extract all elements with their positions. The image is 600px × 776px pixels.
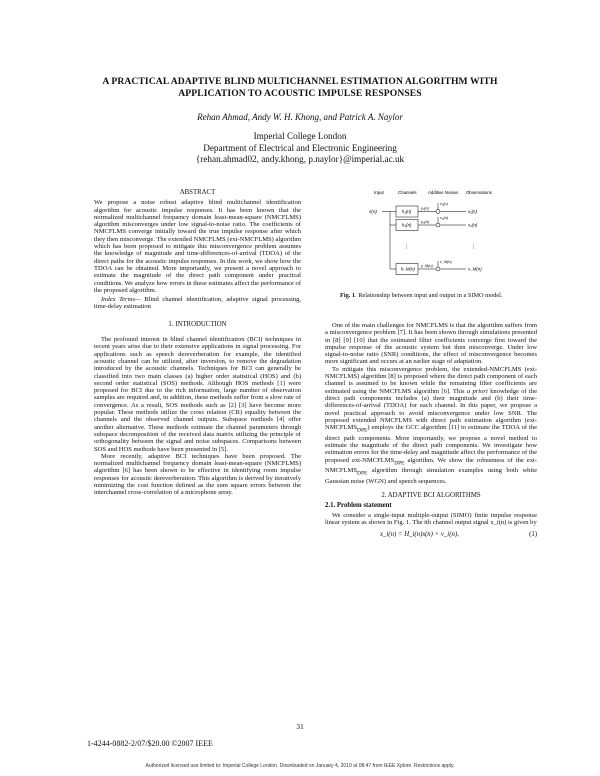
authors: Rehan Ahmad, Andy W. H. Khong, and Patrick A. Naylor: [197, 112, 403, 122]
equation-1: [325, 531, 537, 543]
dpe-subscript-3: DPE: [357, 470, 368, 477]
simo-figure: [368, 187, 498, 287]
intro-paragraph-2: More recently, adaptive BCI techniques have been proposed. The normalized multichannel frequency domain least-mean-square (NMCFLMS) algorithm [6] has been shown to be effective in identifying room impulse responses for acoustic dereverberation. This algorithm is derived by iteratively minimizing the cost function defined as the sum square errors between the interchannel cross-correlation of a microphone array.: [94, 452, 301, 497]
fig-vertical-ellipsis-right: ⋮: [471, 244, 476, 250]
right-p2-part-e: algorithm through simulation examples using both white Gaussian noise (WGN) and speech sequences.: [325, 467, 537, 485]
license-notice: Authorized licensed use limited to: Imperial College London. Downloaded on January 4, 2010 at 08:47 from IEEE Xplore. Restrictions apply.: [145, 763, 455, 769]
equation-1-body: x_i(n) = H_i(n)s(n) + v_i(n),: [380, 531, 459, 539]
page-number: 31: [296, 722, 304, 731]
right-column: [325, 322, 537, 543]
figure-caption-text: . Relationship between input and output in a SIMO model.: [355, 292, 503, 299]
fig-x2-label: x₂(n): [468, 222, 478, 228]
section21-heading: 2.1. Problem statement: [325, 502, 392, 510]
fig-x1-label: x₁(n): [468, 209, 477, 214]
fig-v1-label: v₁(n): [440, 202, 448, 206]
right-p2-part-b: knowledge of the direct path components includes (a) their magnitude and (b) their time-differences-of-arrival (TDOA) for each channel. In this paper, we propose a novel practical approach to avoid misconvergence under low SNR. The proposed extended NMCFLMS with direct path estimation algorithm (ext-NMCFLMS: [325, 387, 538, 432]
fig-vertical-ellipsis-left: ⋮: [404, 244, 409, 250]
fig-col-noises: Additive Noises: [428, 190, 459, 195]
paper-title: [60, 76, 540, 100]
equation-1-number: (1): [529, 531, 537, 539]
copyright-line: 1-4244-0882-2/07/$20.00 ©2007 IEEE: [87, 739, 213, 748]
section2-heading: 2. ADAPTIVE BCI ALGORITHMS: [381, 492, 481, 500]
fig-ym-label: y_M(n): [421, 264, 433, 268]
dpe-subscript-2: DPE: [394, 459, 405, 466]
index-terms: [94, 296, 301, 311]
fig-xm-label: x_M(n): [468, 266, 482, 272]
intro-heading: 1. INTRODUCTION: [168, 320, 227, 328]
right-paragraph-1: One of the main challenges for NMCFLMS is that the algorithm suffers from a misconvergence problem [7]. It has been shown through simulations presented in [8] [9] [10] that the estimated filter coefficients converge first toward the impulse response of the acoustic system but then misconverge. Under low signal-to-noise ratio (SNR) conditions, the effect of misconvergence becomes more significant and occurs at an earlier stage of adaptation.: [325, 322, 537, 366]
fig-sum-m: [436, 267, 440, 271]
fig-hm-label: h_M(n): [401, 266, 415, 272]
affiliation-department: Department of Electrical and Electronic Engineering: [203, 142, 397, 153]
right-p2-part-d: algorithm. We show the robustness of the ext-NMCFLMS: [325, 456, 537, 475]
left-column: [94, 189, 301, 497]
fig-v2-label: v₂(n): [440, 216, 448, 220]
section21-text: We consider a single-input multiple-output (SIMO) finite impulse response linear system as shown in Fig. 1. The ith channel output signal x_i(n) is given by: [325, 511, 537, 527]
fig-sum-1: [436, 210, 440, 214]
right-paragraph-2: [325, 366, 537, 485]
right-p2-emphasis: a priori: [466, 387, 488, 395]
fig-h1-label: h₁(n): [402, 209, 412, 214]
index-terms-text: Blind channel identification, adaptive signal processing, time-delay estimation: [94, 296, 301, 311]
fig-sum-2: [436, 223, 440, 227]
abstract-heading: ABSTRACT: [179, 189, 216, 196]
fig-h2-label: h₂(n): [402, 222, 412, 228]
fig-col-observations: Observations: [466, 190, 492, 195]
figure-caption: [340, 292, 540, 299]
title-line-1: A PRACTICAL ADAPTIVE BLIND MULTICHANNEL ESTIMATION ALGORITHM WITH: [102, 76, 498, 87]
figure-caption-label: Fig. 1: [340, 292, 356, 299]
right-p2-part-a: To mitigate this misconvergence problem, the extended-NMCFLMS (ext-NMCFLMS) algorithm [8] is proposed where the direct path component of each channel is assumed to be known while the remaining filter coefficients are estimated using the NMCFLMS algorithm [6]. This: [325, 365, 537, 395]
fig-col-channels: Channels: [398, 190, 417, 195]
right-p2-part-c: ) employs the GCC algorithm [11] to estimate the TDOA of the direct path components. More importantly, we propose a novel method to estimate the magnitude of the direct path components. We investigate how estimation errors for the time-delay and magnitude affect the performance of the proposed ext-NMCFLMS: [325, 424, 537, 464]
affiliation-emails: {rehan.ahmad02, andy.khong, p.naylor}@imperial.ac.uk: [195, 154, 405, 164]
abstract-text: We propose a noise robust adaptive blind multichannel identification algorithm for acoustic impulse responses. It has been known that the normalized multichannel frequency domain least-mean-square (NMCFLMS) algorithm misconverges under low signal-to-noise ratio. The coefficients of NMCFLMS converge initially toward the true impulse response after which they then misconverge. The extended NMCFLMS (ext-NMCFLMS) algorithm which has been proposed to mitigate this misconvergence problem assumes the knowledge of magnitude and time-differences-of-arrival (TDOA) of the direct paths for the acoustic impulse responses. In this work, we show how the TDOA can be obtained. More importantly, we present a novel approach to estimate the magnitude of the direct path component under practical conditions. We analyze how errors in these estimates affect the performance of the proposed algorithm.: [94, 199, 301, 294]
fig-source-label: s(n): [369, 209, 377, 214]
dpe-subscript-1: DPE: [357, 427, 368, 434]
fig-y2-label: y₂(n): [421, 220, 429, 224]
fig-vm-label: v_M(n): [440, 260, 452, 264]
fig-y1-label: y₁(n): [421, 206, 429, 211]
intro-paragraph-1: The profound interest in blind channel identification (BCI) techniques in recent years arise due to their extensive applications in signal processing. For applications such as speech dereverberation for example, the identified acoustic channel can be utilized, after inversion, to remove the degradation introduced by the acoustic channels. Techniques for BCI can generally be classified into two main classes (a) higher order statistical (HOS) and (b) second order statistical (SOS) methods. Although HOS methods [1] were proposed for BCI due to the rich information, large number of observation samples are required and, in addition, these methods suffer from a slow rate of convergence. As a result, SOS methods such as [2] [3] have become more popular. These methods utilize the cross relation (CR) equality between the channels and the observed channel outputs. Subspace methods [4] offer another alternative. These methods estimate the channel parameters through subspace decomposition of the received data matrix utilizing the principle of orthogonality between the signal and noise subspaces. Comparisons between SOS and HOS methods have been presented in [5].: [94, 336, 301, 453]
fig-col-input: Input: [374, 190, 384, 195]
affiliation: [60, 131, 540, 166]
title-line-2: APPLICATION TO ACOUSTIC IMPULSE RESPONSES: [178, 88, 422, 99]
affiliation-institution: Imperial College London: [253, 131, 347, 141]
index-terms-label: Index Terms—: [101, 296, 141, 304]
